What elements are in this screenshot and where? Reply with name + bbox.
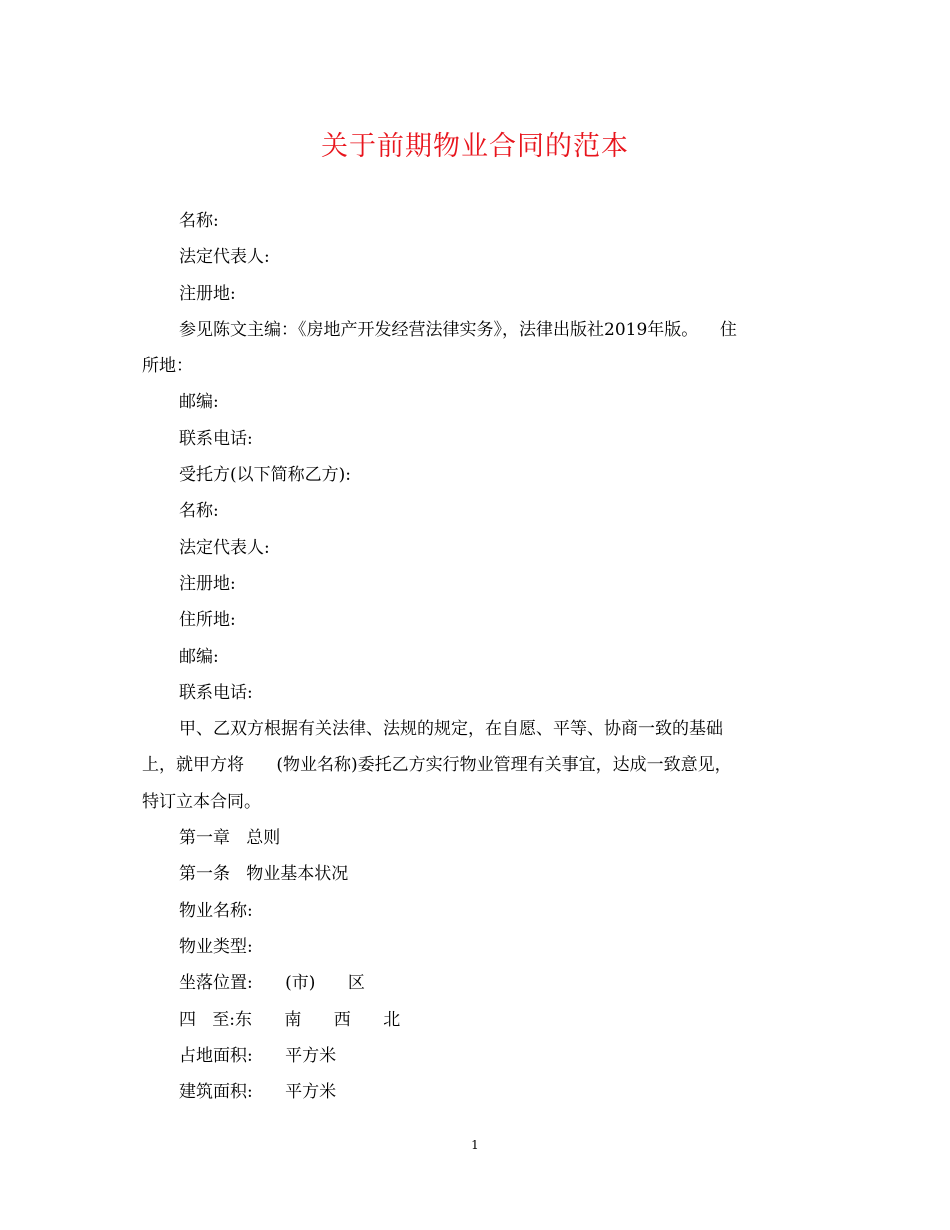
- text-line: 名称:: [179, 501, 219, 522]
- text-line: 名称:: [179, 211, 219, 231]
- text-line: 所地：: [142, 356, 193, 377]
- text-line: 住所地:: [179, 610, 236, 631]
- text-line: 联系电话:: [179, 682, 253, 703]
- text-line: 坐落位置: (市) 区: [179, 973, 365, 994]
- text-line: 受托方(以下简称乙方):: [179, 465, 351, 486]
- text-line: 甲、乙双方根据有关法律、法规的规定，在自愿、平等、协商一致的基础: [179, 719, 723, 740]
- text-line: 法定代表人:: [179, 247, 270, 268]
- text-line: 建筑面积: 平方米: [179, 1082, 337, 1103]
- text-line: 占地面积: 平方米: [179, 1045, 337, 1066]
- text-line: 联系电话:: [179, 428, 253, 449]
- text-line: 邮编:: [179, 392, 219, 413]
- text-line: 物业类型:: [179, 936, 253, 957]
- text-line: 邮编:: [179, 646, 219, 667]
- text-line: 特订立本合同。: [142, 791, 261, 812]
- text-line: 参见陈文主编：《房地产开发经营法律实务》，法律出版社2019年版。 住: [179, 319, 737, 340]
- text-line: 注册地:: [179, 573, 236, 594]
- text-line: 物业名称:: [179, 900, 253, 921]
- text-line: 上，就甲方将 (物业名称)委托乙方实行物业管理有关事宜，达成一致意见，: [142, 755, 732, 776]
- page-number: 1: [471, 1138, 479, 1152]
- chapter-heading: 第一章 总则: [179, 828, 281, 849]
- document-body: [142, 203, 802, 1110]
- article-heading: 第一条 物业基本状况: [179, 864, 349, 885]
- text-line: 四 至:东 南 西 北: [179, 1009, 401, 1030]
- text-line: 注册地:: [179, 283, 236, 304]
- document-title: 关于前期物业合同的范本: [321, 131, 629, 162]
- text-line: 法定代表人:: [179, 537, 270, 558]
